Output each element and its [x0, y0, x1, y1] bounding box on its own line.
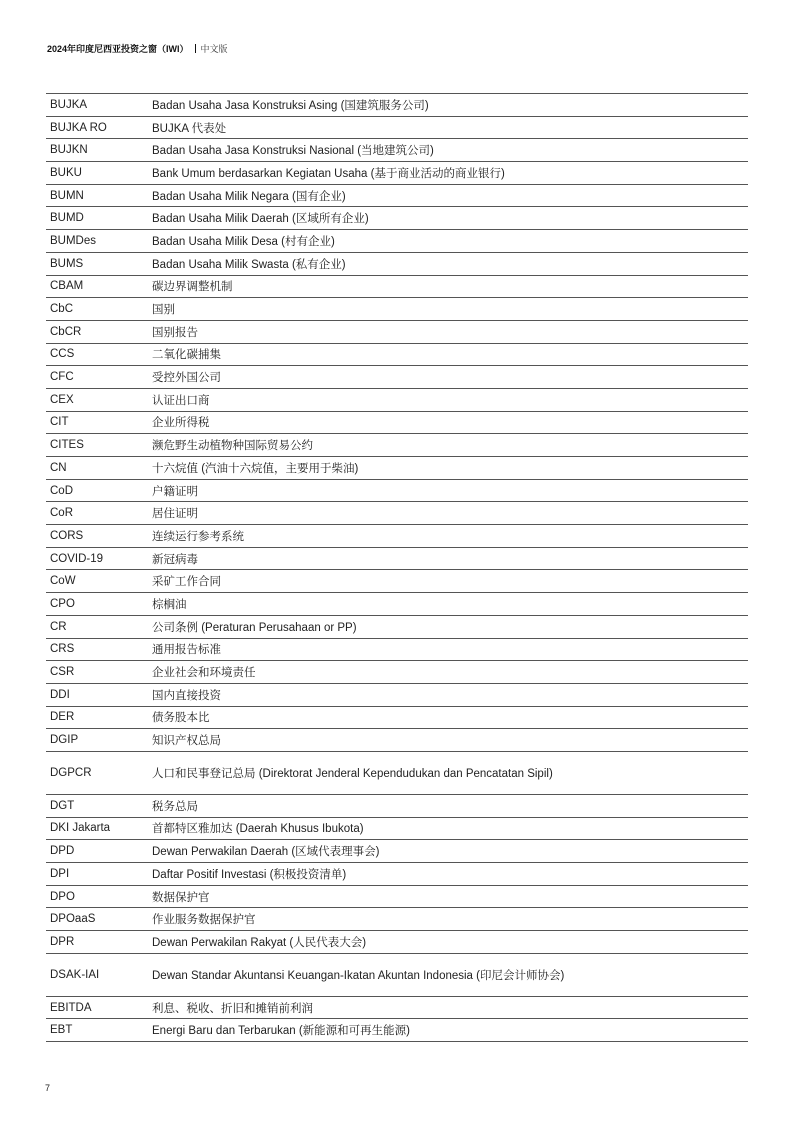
- table-row: [46, 411, 748, 434]
- table-row: [46, 996, 748, 1019]
- definition-cell: Badan Usaha Jasa Konstruksi Asing (国建筑服务公司): [148, 94, 748, 117]
- abbreviation-cell: CRS: [46, 638, 148, 661]
- definition-cell: BUJKA 代表处: [148, 116, 748, 139]
- abbreviation-cell: CCS: [46, 343, 148, 366]
- abbreviation-cell: DPO: [46, 885, 148, 908]
- table-row: [46, 840, 748, 863]
- abbreviation-cell: CEX: [46, 388, 148, 411]
- table-row: [46, 751, 748, 794]
- abbreviation-cell: CoW: [46, 570, 148, 593]
- abbreviation-cell: CORS: [46, 525, 148, 548]
- abbreviation-table: [46, 93, 748, 1042]
- definition-cell: Badan Usaha Milik Swasta (私有企业): [148, 252, 748, 275]
- page-number: 7: [45, 1083, 51, 1093]
- definition-cell: 认证出口商: [148, 388, 748, 411]
- definition-cell: 知识产权总局: [148, 729, 748, 752]
- abbreviation-table-body: [46, 94, 748, 1042]
- table-row: [46, 320, 748, 343]
- abbreviation-cell: BUMD: [46, 207, 148, 230]
- table-row: [46, 388, 748, 411]
- table-row: [46, 908, 748, 931]
- abbreviation-cell: BUMDes: [46, 230, 148, 253]
- table-row: [46, 252, 748, 275]
- abbreviation-cell: CIT: [46, 411, 148, 434]
- table-row: [46, 162, 748, 185]
- definition-cell: 企业社会和环境责任: [148, 661, 748, 684]
- definition-cell: Dewan Perwakilan Daerah (区域代表理事会): [148, 840, 748, 863]
- abbreviation-cell: CbC: [46, 298, 148, 321]
- definition-cell: 利息、税收、折旧和摊销前利润: [148, 996, 748, 1019]
- definition-cell: 人口和民事登记总局 (Direktorat Jenderal Kependudukan dan Pencatatan Sipil): [148, 751, 748, 794]
- table-row: [46, 479, 748, 502]
- table-row: [46, 683, 748, 706]
- abbreviation-cell: COVID-19: [46, 547, 148, 570]
- definition-cell: Badan Usaha Milik Negara (国有企业): [148, 184, 748, 207]
- abbreviation-cell: CITES: [46, 434, 148, 457]
- table-row: [46, 298, 748, 321]
- header-divider: [195, 44, 196, 53]
- abbreviation-cell: BUJKA RO: [46, 116, 148, 139]
- definition-cell: Badan Usaha Milik Desa (村有企业): [148, 230, 748, 253]
- table-row: [46, 457, 748, 480]
- definition-cell: Bank Umum berdasarkan Kegiatan Usaha (基于商业活动的商业银行): [148, 162, 748, 185]
- definition-cell: 濒危野生动植物种国际贸易公约: [148, 434, 748, 457]
- abbreviation-cell: CFC: [46, 366, 148, 389]
- abbreviation-cell: DGPCR: [46, 751, 148, 794]
- definition-cell: 国别报告: [148, 320, 748, 343]
- abbreviation-cell: DPD: [46, 840, 148, 863]
- abbreviation-cell: CbCR: [46, 320, 148, 343]
- table-row: [46, 885, 748, 908]
- table-row: [46, 570, 748, 593]
- table-row: [46, 502, 748, 525]
- definition-cell: 二氧化碳捕集: [148, 343, 748, 366]
- definition-cell: 债务股本比: [148, 706, 748, 729]
- table-row: [46, 661, 748, 684]
- definition-cell: 采矿工作合同: [148, 570, 748, 593]
- abbreviation-cell: CN: [46, 457, 148, 480]
- abbreviation-cell: CR: [46, 615, 148, 638]
- definition-cell: 国内直接投资: [148, 683, 748, 706]
- document-edition: 中文版: [200, 44, 228, 54]
- table-row: [46, 275, 748, 298]
- definition-cell: 税务总局: [148, 794, 748, 817]
- definition-cell: Badan Usaha Jasa Konstruksi Nasional (当地建筑公司): [148, 139, 748, 162]
- page-header: [47, 42, 228, 55]
- abbreviation-cell: DPOaaS: [46, 908, 148, 931]
- definition-cell: Badan Usaha Milik Daerah (区域所有企业): [148, 207, 748, 230]
- definition-cell: 棕榈油: [148, 593, 748, 616]
- table-row: [46, 817, 748, 840]
- definition-cell: 碳边界调整机制: [148, 275, 748, 298]
- abbreviation-cell: EBITDA: [46, 996, 148, 1019]
- definition-cell: 国别: [148, 298, 748, 321]
- abbreviation-cell: DDI: [46, 683, 148, 706]
- table-row: [46, 706, 748, 729]
- abbreviation-cell: CSR: [46, 661, 148, 684]
- definition-cell: Dewan Standar Akuntansi Keuangan-Ikatan Akuntan Indonesia (印尼会计师协会): [148, 953, 748, 996]
- definition-cell: 数据保护官: [148, 885, 748, 908]
- definition-cell: 作业服务数据保护官: [148, 908, 748, 931]
- definition-cell: 公司条例 (Peraturan Perusahaan or PP): [148, 615, 748, 638]
- definition-cell: Dewan Perwakilan Rakyat (人民代表大会): [148, 931, 748, 954]
- definition-cell: 企业所得税: [148, 411, 748, 434]
- table-row: [46, 184, 748, 207]
- abbreviation-cell: CoR: [46, 502, 148, 525]
- document-title: 2024年印度尼西亚投资之窗（IWI）: [47, 44, 189, 54]
- abbreviation-cell: DPI: [46, 863, 148, 886]
- definition-cell: 户籍证明: [148, 479, 748, 502]
- table-row: [46, 931, 748, 954]
- table-row: [46, 953, 748, 996]
- table-row: [46, 615, 748, 638]
- table-row: [46, 863, 748, 886]
- table-row: [46, 116, 748, 139]
- table-row: [46, 343, 748, 366]
- table-row: [46, 366, 748, 389]
- definition-cell: 十六烷值 (汽油十六烷值，主要用于柴油): [148, 457, 748, 480]
- definition-cell: 受控外国公司: [148, 366, 748, 389]
- abbreviation-cell: CPO: [46, 593, 148, 616]
- abbreviation-cell: DKI Jakarta: [46, 817, 148, 840]
- abbreviation-cell: CoD: [46, 479, 148, 502]
- table-row: [46, 1019, 748, 1042]
- table-row: [46, 525, 748, 548]
- abbreviation-cell: BUKU: [46, 162, 148, 185]
- definition-cell: Daftar Positif Investasi (积极投资清单): [148, 863, 748, 886]
- abbreviation-cell: DPR: [46, 931, 148, 954]
- definition-cell: 新冠病毒: [148, 547, 748, 570]
- table-row: [46, 794, 748, 817]
- definition-cell: 居住证明: [148, 502, 748, 525]
- definition-cell: Energi Baru dan Terbarukan (新能源和可再生能源): [148, 1019, 748, 1042]
- abbreviation-cell: BUJKA: [46, 94, 148, 117]
- definition-cell: 首都特区雅加达 (Daerah Khusus Ibukota): [148, 817, 748, 840]
- abbreviation-cell: EBT: [46, 1019, 148, 1042]
- abbreviation-cell: DSAK-IAI: [46, 953, 148, 996]
- table-row: [46, 638, 748, 661]
- table-row: [46, 729, 748, 752]
- table-row: [46, 207, 748, 230]
- abbreviation-cell: DGIP: [46, 729, 148, 752]
- abbreviation-cell: DGT: [46, 794, 148, 817]
- table-row: [46, 230, 748, 253]
- abbreviation-cell: CBAM: [46, 275, 148, 298]
- table-row: [46, 94, 748, 117]
- abbreviation-cell: BUJKN: [46, 139, 148, 162]
- definition-cell: 通用报告标准: [148, 638, 748, 661]
- table-row: [46, 547, 748, 570]
- table-row: [46, 434, 748, 457]
- abbreviation-cell: DER: [46, 706, 148, 729]
- definition-cell: 连续运行参考系统: [148, 525, 748, 548]
- abbreviation-cell: BUMS: [46, 252, 148, 275]
- abbreviation-cell: BUMN: [46, 184, 148, 207]
- table-row: [46, 139, 748, 162]
- table-row: [46, 593, 748, 616]
